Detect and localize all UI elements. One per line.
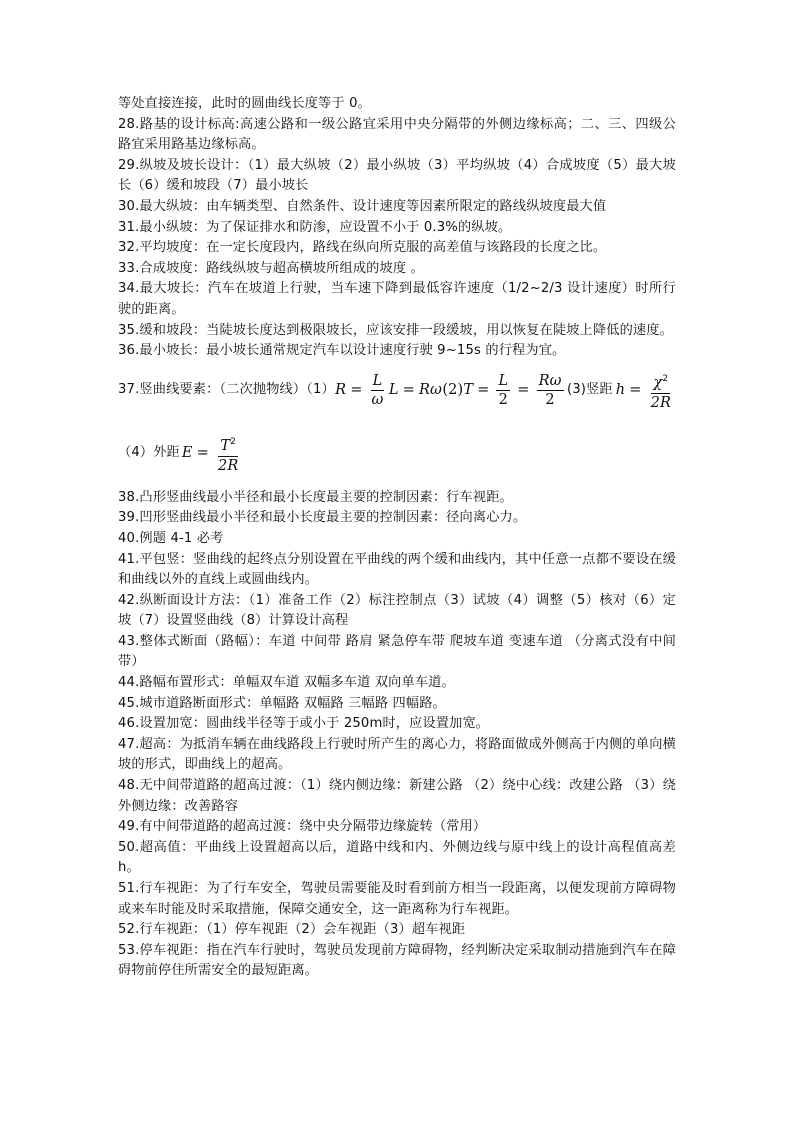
formula-symbol: L bbox=[388, 382, 399, 399]
paragraph: 30.最大纵坡：由车辆类型、自然条件、设计速度等因素所限定的路线纵坡度最大值 bbox=[118, 198, 607, 214]
formula-symbol: T bbox=[463, 382, 474, 399]
fraction-denominator: 2 bbox=[498, 392, 509, 409]
fraction-numerator: Rω bbox=[538, 373, 562, 390]
paragraph: 48.无中间带道路的超高过渡：（1）绕内侧边缘：新建公路 （2）绕中心线：改建公路 （3）绕外侧边缘：改善路容 bbox=[118, 778, 676, 814]
paragraph: 34.最大坡长：汽车在坡道上行驶，当车速下降到最低容许速度（1/2~2/3 设计速度）时所行驶的距离。 bbox=[118, 281, 676, 317]
formula-prefix: 37.竖曲线要素：（二次抛物线）（1） bbox=[118, 382, 335, 398]
paragraph: 31.最小纵坡：为了保证排水和防渗，应设置不小于 0.3%的纵坡。 bbox=[118, 219, 512, 235]
formula-symbol: E bbox=[181, 445, 193, 462]
fraction-denominator: 2 bbox=[545, 392, 555, 409]
formula-expression: Rω bbox=[418, 382, 442, 399]
paragraph: 32.平均坡度：在一定长度段内，路线在纵向所克服的高差值与该路段的长度之比。 bbox=[118, 240, 607, 256]
paragraph: 44.路幅布置形式：单幅双车道 双幅多车道 双向单车道。 bbox=[118, 675, 455, 691]
paragraph: 33.合成坡度：路线纵坡与超高横坡所组成的坡度 。 bbox=[118, 260, 424, 276]
fraction bbox=[537, 372, 564, 409]
paragraph: 51.行车视距：为了行车安全，驾驶员需要能及时看到前方相当一段距离，以便发现前方障碍物或来车时能及时采取措施，保障交通安全，这一距离称为行车视距。 bbox=[118, 881, 676, 917]
outer-distance-formula-line: （4）外距 E = $\frac{T^2}{2R}$ bbox=[118, 420, 676, 488]
paragraph: 36.最小坡长：最小坡长通常规定汽车以设计速度行驶 9~15s 的行程为宜。 bbox=[118, 343, 566, 359]
paragraph: 等处直接连接，此时的圆曲线长度等于 0。 bbox=[118, 96, 371, 111]
paragraph: 46.设置加宽：圆曲线半径等于或小于 250m时，应设置加宽。 bbox=[118, 716, 490, 732]
paragraph: 28.路基的设计标高:高速公路和一级公路宜采用中央分隔带的外侧边缘标高；二、三、四级公路宜采用路基边缘标高。 bbox=[118, 116, 676, 153]
formula-operator: = bbox=[402, 382, 415, 399]
paragraph: 45.城市道路断面形式：单幅路 双幅路 三幅路 四幅路。 bbox=[118, 695, 446, 711]
fraction bbox=[216, 433, 240, 475]
fraction-numerator: $\chi^2$ bbox=[651, 370, 670, 394]
item-label: （4）外距 bbox=[118, 445, 180, 461]
fraction bbox=[370, 372, 386, 409]
paragraph: 53.停车视距：指在汽车行驶时，驾驶员发现前方障碍物，经判断决定采取制动措施到汽车在障碍物前停住所需安全的最短距离。 bbox=[118, 942, 676, 979]
vertical-curve-formula-line: 37.竖曲线要素：（二次抛物线）（1） R = $\frac{L}{\omega}$ L = Rω (2) T = $\frac{L}{2}$ = $\frac{R\omega}{2}$ (3)竖距 h = $\frac{\chi^2}{2R}$ bbox=[118, 362, 676, 420]
formula-symbol: h bbox=[615, 382, 626, 399]
paragraph: 39.凹形竖曲线最小半径和最小长度最主要的控制因素：径向离心力。 bbox=[118, 510, 527, 526]
paragraph: 35.缓和坡段：当陡坡长度达到极限坡长，应该安排一段缓坡，用以恢复在陡坡上降低的速度。 bbox=[118, 322, 673, 338]
paragraph: 49.有中间带道路的超高过渡：绕中央分隔带边缘旋转（常用） bbox=[118, 819, 487, 835]
paragraph: 42.纵断面设计方法：（1）准备工作（2）标注控制点（3）试坡（4）调整（5）核对（6）定坡（7）设置竖曲线（8）计算设计高程 bbox=[118, 592, 676, 629]
fraction-numerator: L bbox=[372, 373, 383, 390]
paragraph: 40.例题 4-1 必考 bbox=[118, 530, 224, 546]
fraction-denominator: 2R bbox=[650, 394, 672, 411]
fraction-numerator: L bbox=[498, 373, 509, 390]
paragraph: 41.平包竖：竖曲线的起终点分别设置在平曲线的两个缓和曲线内，其中任意一点都不要设在缓和曲线以外的直线上或圆曲线内。 bbox=[118, 551, 676, 588]
paragraph: 38.凸形竖曲线最小半径和最小长度最主要的控制因素：行车视距。 bbox=[118, 489, 513, 505]
item-number: (2) bbox=[442, 382, 464, 399]
fraction-denominator: 2R bbox=[217, 457, 239, 474]
paragraph: 52.行车视距：（1）停车视距（2）会车视距（3）超车视距 bbox=[118, 922, 466, 938]
paragraph: 47.超高：为抵消车辆在曲线路段上行驶时所产生的离心力，将路面做成外侧高于内侧的单向横坡的形式，即曲线上的超高。 bbox=[118, 736, 676, 773]
fraction-denominator: ω bbox=[371, 392, 384, 409]
formula-operator: = bbox=[350, 382, 363, 399]
formula-symbol: R bbox=[335, 382, 347, 399]
fraction-numerator: $T^2$ bbox=[218, 433, 238, 457]
paragraph: 43.整体式断面（路幅）：车道 中间带 路肩 紧急停车带 爬坡车道 变速车道 （分离式没有中间带） bbox=[118, 633, 676, 670]
item-label: (3)竖距 bbox=[566, 382, 613, 398]
fraction bbox=[496, 372, 510, 409]
document-body bbox=[118, 94, 676, 982]
paragraph: 50.超高值：平曲线上设置超高以后，道路中线和内、外侧边线与原中线上的设计高程值高差 h。 bbox=[118, 839, 676, 876]
paragraph: 29.纵坡及坡长设计：（1）最大纵坡（2）最小纵坡（3）平均纵坡（4）合成坡度（5）最大坡长（6）缓和坡段（7）最小坡长 bbox=[118, 157, 676, 194]
fraction bbox=[649, 370, 673, 412]
